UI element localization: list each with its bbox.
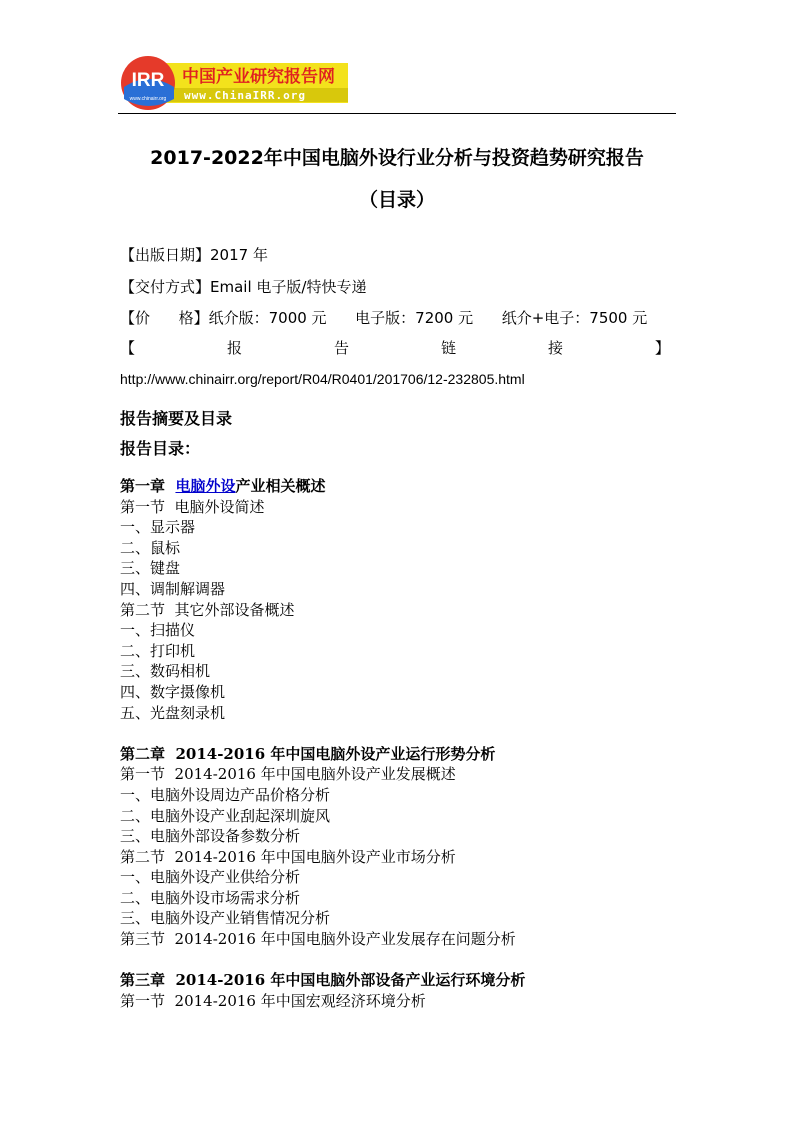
link-label-char: 接 (547, 339, 563, 357)
toc-line: 二、电脑外设产业刮起深圳旋风 (120, 806, 331, 825)
delivery-method: 【交付方式】Email 电子版/特快专递 (120, 278, 367, 296)
toc-line: 三、电脑外设产业销售情况分析 (120, 909, 331, 928)
toc-line: 二、鼠标 (120, 538, 181, 557)
toc-line: 二、打印机 (120, 641, 196, 660)
toc-line: 一、显示器 (120, 518, 196, 537)
report-link-label (120, 337, 670, 358)
toc-line: 第一节 2014-2016 年中国电脑外设产业发展概述 (120, 765, 456, 784)
link-label-char: 告 (333, 339, 349, 357)
toc-line: 第一节 2014-2016 年中国宏观经济环境分析 (120, 991, 426, 1010)
chapter-2-heading: 第二章 2014-2016 年中国电脑外设产业运行形势分析 (120, 744, 496, 763)
summary-heading: 报告摘要及目录 (120, 409, 233, 428)
header-rule (118, 113, 676, 114)
toc-spacer (120, 723, 680, 744)
toc-line: 二、电脑外设市场需求分析 (120, 888, 301, 907)
toc-line: 第二节 2014-2016 年中国电脑外设产业市场分析 (120, 847, 456, 866)
link-label-char: 】 (654, 339, 670, 357)
logo-small-url: www.chinairr.org (129, 96, 167, 102)
toc-line: 一、电脑外设产业供给分析 (120, 868, 301, 887)
chapter-1-link[interactable]: 电脑外设 (175, 477, 236, 495)
publish-date: 【出版日期】2017 年 (120, 246, 268, 264)
logo-name: 中国产业研究报告网 (182, 67, 335, 87)
toc-line: 三、键盘 (120, 559, 181, 578)
toc-spacer (120, 950, 680, 971)
toc-line: 四、数字摄像机 (120, 682, 226, 701)
table-of-contents (120, 476, 680, 1011)
toc-line: 第三节 2014-2016 年中国电脑外设产业发展存在问题分析 (120, 930, 516, 949)
link-label-char: 链 (440, 339, 456, 357)
chapter-1-prefix: 第一章 (120, 477, 176, 495)
report-subtitle: （目录） (358, 189, 435, 211)
toc-line: 五、光盘刻录机 (120, 703, 226, 722)
link-label-char: 【 (120, 339, 136, 357)
logo-abbr: IRR (131, 70, 165, 91)
logo-url: www.ChinaIRR.org (184, 89, 306, 102)
chapter-3-heading: 第三章 2014-2016 年中国电脑外部设备产业运行环境分析 (120, 971, 526, 990)
price-line: 【价 格】纸介版：7000 元 电子版：7200 元 纸介+电子：7500 元 (120, 309, 648, 327)
toc-line: 三、数码相机 (120, 662, 211, 681)
toc-line: 第一节 电脑外设简述 (120, 497, 265, 516)
toc-line: 三、电脑外部设备参数分析 (120, 827, 301, 846)
toc-line: 第二节 其它外部设备概述 (120, 600, 295, 619)
irr-logo (120, 55, 349, 112)
toc-line: 四、调制解调器 (120, 579, 226, 598)
chapter-1-suffix: 产业相关概述 (235, 477, 326, 495)
toc-heading: 报告目录： (120, 439, 201, 458)
report-title: 2017-2022年中国电脑外设行业分析与投资趋势研究报告 (150, 147, 644, 169)
toc-line: 一、扫描仪 (120, 621, 196, 640)
chapter-1-heading (120, 476, 680, 497)
report-url[interactable]: http://www.chinairr.org/report/R04/R0401/201706/12-232805.html (120, 371, 525, 387)
link-label-char: 报 (226, 339, 242, 357)
toc-line: 一、电脑外设周边产品价格分析 (120, 785, 331, 804)
